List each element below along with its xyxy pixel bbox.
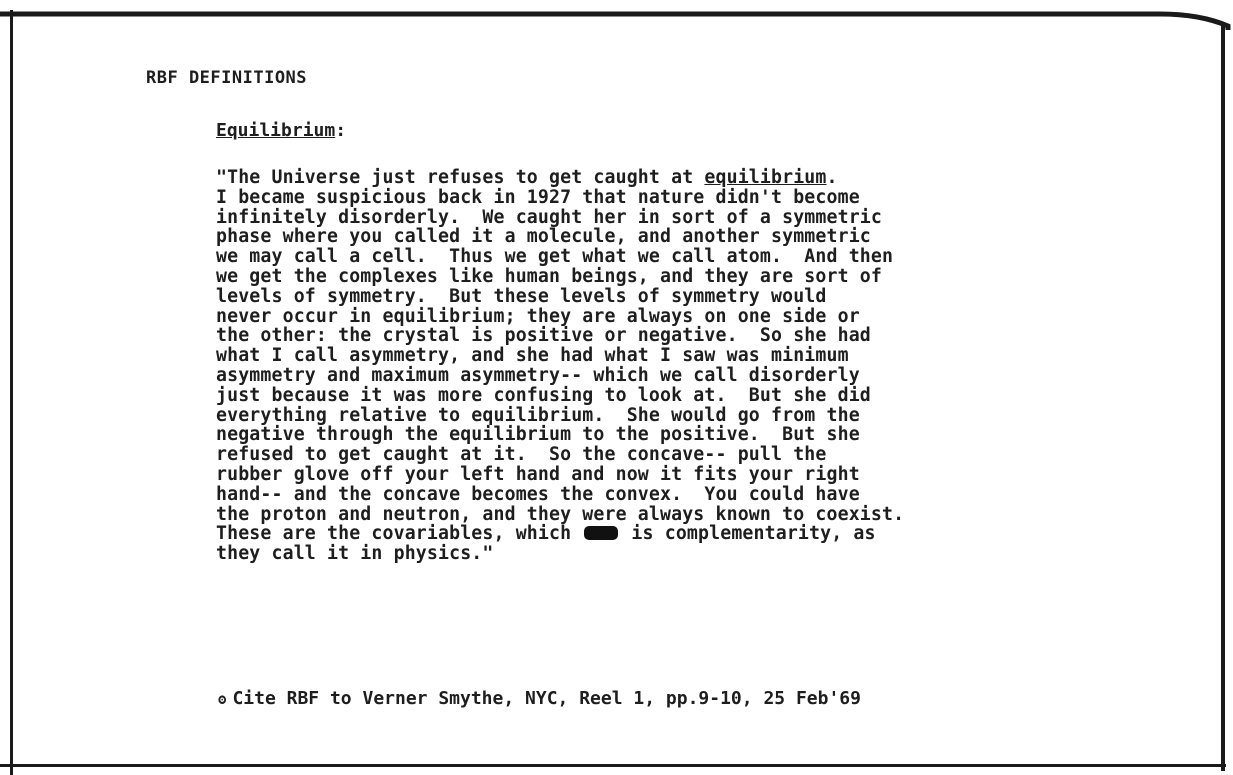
card-left-border	[10, 10, 13, 775]
document-heading: RBF DEFINITIONS	[146, 68, 308, 88]
definition-term-text: Equilibrium	[216, 120, 336, 141]
quote-line: asymmetry and maximum asymmetry-- which we call disorderly	[216, 364, 860, 386]
quote-line: refused to get caught at it. So the concave-- pull the	[216, 444, 827, 466]
quote-line: never occur in equilibrium; they are always on one side or	[216, 305, 860, 327]
quote-line: the proton and neutron, and they were always known to coexist.	[216, 503, 905, 525]
quote-line	[216, 524, 904, 544]
citation-mark-icon: ʘ	[218, 692, 227, 708]
quote-line: everything relative to equilibrium. She would go from the	[216, 404, 860, 426]
citation-text: Cite RBF to Verner Smythe, NYC, Reel 1, pp.9-10, 25 Feb'69	[232, 688, 861, 709]
citation	[218, 688, 861, 709]
quote-line-text: These are the covariables, which	[216, 523, 572, 545]
definition-term-colon: :	[335, 120, 347, 141]
definition-quote	[216, 168, 904, 564]
quote-line: negative through the equilibrium to the positive. But she	[216, 424, 860, 446]
quote-line: hand-- and the concave becomes the convex. You could have	[216, 483, 860, 505]
redaction-mark	[584, 526, 618, 540]
quote-line: they call it in physics."	[216, 543, 494, 565]
quote-underlined-term: equilibrium	[704, 167, 827, 188]
definition-term	[216, 120, 346, 141]
quote-line: phase where you called it a molecule, and another symmetric	[216, 226, 871, 248]
card-bottom-border	[0, 764, 1226, 767]
quote-line-text: "The Universe just refuses to get caught at	[216, 167, 705, 188]
quote-line: we get the complexes like human beings, and they are sort of	[216, 265, 882, 287]
quote-line: levels of symmetry. But these levels of symmetry would	[216, 285, 827, 307]
quote-line: we may call a cell. Thus we get what we call atom. And then	[216, 246, 894, 268]
quote-line: what I call asymmetry, and she had what I saw was minimum	[216, 345, 849, 367]
card-right-border	[1221, 26, 1225, 771]
quote-line-text: is complementarity, as	[631, 523, 876, 545]
quote-line	[216, 168, 904, 188]
quote-line: infinitely disorderly. We caught her in sort of a symmetric	[216, 206, 882, 228]
quote-line: I became suspicious back in 1927 that nature didn't become	[216, 186, 860, 208]
quote-line: just because it was more confusing to look at. But she did	[216, 384, 871, 406]
quote-line: rubber glove off your left hand and now it fits your right	[216, 463, 860, 485]
card-top-border	[0, 10, 1233, 32]
quote-line-text: .	[826, 167, 838, 188]
quote-line: the other: the crystal is positive or negative. So she had	[216, 325, 871, 347]
